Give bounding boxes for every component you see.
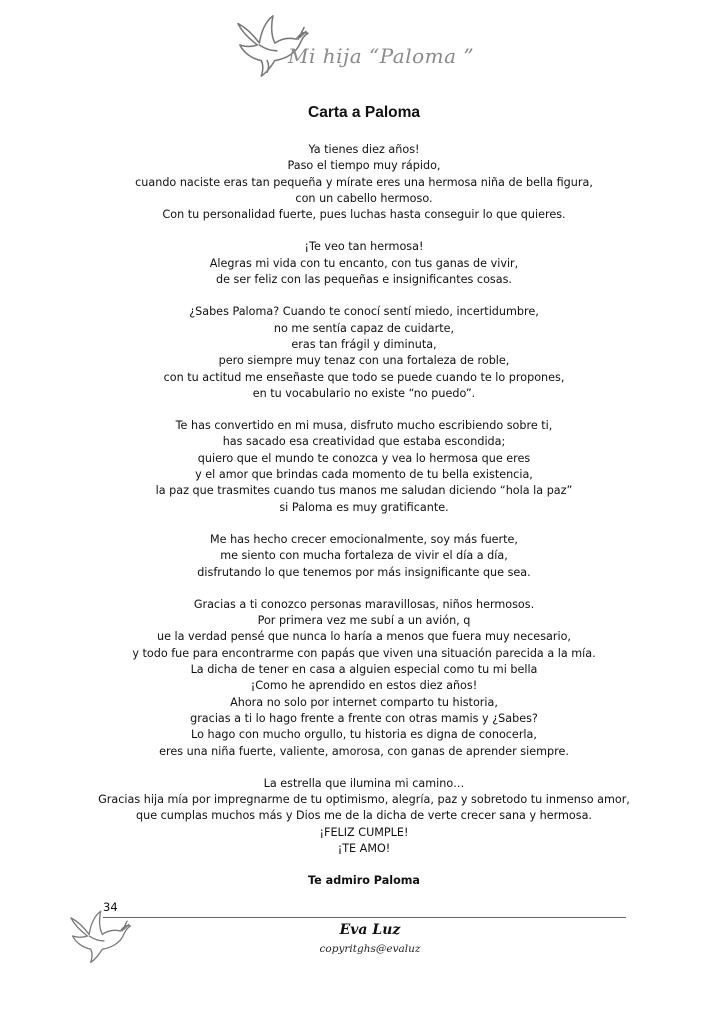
- stanza-7: [60, 776, 668, 857]
- letter-line: Lo hago con mucho orgullo, tu historia es digna de conocerla,: [191, 728, 537, 742]
- letter-line: Ahora no solo por internet comparto tu historia,: [230, 695, 498, 709]
- stanza-5: [60, 532, 668, 581]
- letter-line: la paz que trasmites cuando tus manos me saludan diciendo “hola la paz”: [155, 484, 573, 498]
- letter-line: si Paloma es muy gratificante.: [279, 500, 449, 514]
- page-number: 34: [103, 900, 118, 914]
- stanza-3: [60, 304, 668, 402]
- letter-line: Gracias hija mía por impregnarme de tu optimismo, alegría, paz y sobretodo tu inmenso amor,: [98, 793, 630, 807]
- letter-line: ¡Te veo tan hermosa!: [304, 240, 424, 254]
- letter-line: Ya tienes diez años!: [308, 143, 420, 156]
- letter-line: disfrutando lo que tenemos por más insignificante que sea.: [197, 565, 531, 579]
- letter-line: ue la verdad pensé que nunca lo haría a menos que fuera muy necesario,: [157, 630, 571, 644]
- letter-line: con un cabello hermoso.: [295, 191, 433, 205]
- letter-line: me siento con mucha fortaleza de vivir el día a día,: [220, 549, 508, 563]
- copyright-text: copyritghs@evaluz: [319, 943, 421, 955]
- stanza-4: [60, 418, 668, 516]
- letter-line: Por primera vez me subí a un avión, q: [257, 614, 471, 628]
- letter-line: ¿Sabes Paloma? Cuando te conocí sentí miedo, incertidumbre,: [189, 305, 539, 319]
- letter-line: y todo fue para encontrarme con papás que viven una situación parecida a la mía.: [132, 646, 596, 660]
- letter-title-text: Carta a Paloma: [308, 104, 420, 121]
- letter-line: Me has hecho crecer emocionalmente, soy más fuerte,: [210, 532, 518, 546]
- footer-divider: [103, 917, 626, 918]
- letter-title: [0, 104, 728, 122]
- letter-line: La estrella que ilumina mi camino…: [263, 776, 465, 790]
- letter-line: eres una niña fuerte, valiente, amorosa, con ganas de aprender siempre.: [159, 744, 569, 758]
- letter-line: La dicha de tener en casa a alguien especial como tu mi bella: [190, 663, 538, 677]
- letter-line: Alegras mi vida con tu encanto, con tus ganas de vivir,: [209, 256, 519, 270]
- stanza-1: [60, 142, 668, 223]
- letter-line: pero siempre muy tenaz con una fortaleza de roble,: [218, 354, 510, 368]
- letter-line: ¡TE AMO!: [337, 841, 391, 855]
- letter-line: eras tan frágil y diminuta,: [291, 337, 437, 351]
- letter-line: de ser feliz con las pequeñas e insignificantes cosas.: [216, 273, 512, 287]
- letter-line: Gracias a ti conozco personas maravillosas, niños hermosos.: [193, 597, 535, 611]
- letter-line: Te has convertido en mi musa, disfruto mucho escribiendo sobre ti,: [175, 419, 553, 433]
- header-title: Mi hija “Paloma ”: [288, 44, 475, 68]
- letter-line: que cumplas muchos más y Dios me de la dicha de verte crecer sana y hermosa.: [136, 809, 592, 823]
- stanza-2: [60, 239, 668, 288]
- page-header: [0, 0, 728, 90]
- letter-line: y el amor que brindas cada momento de tu bella existencia,: [195, 468, 533, 482]
- letter-line: con tu actitud me enseñaste que todo se puede cuando te lo propones,: [163, 370, 565, 384]
- author-signature: Eva Luz: [339, 922, 401, 938]
- stanza-6: [60, 597, 668, 760]
- closing-line: Te admiro Paloma: [308, 874, 420, 888]
- letter-body: [60, 142, 668, 906]
- letter-line: Con tu personalidad fuerte, pues luchas hasta conseguir lo que quieres.: [162, 208, 566, 222]
- letter-line: en tu vocabulario no existe “no puedo”.: [252, 386, 476, 400]
- closing-stanza: [60, 873, 668, 889]
- letter-line: ¡Como he aprendido en estos diez años!: [250, 679, 478, 693]
- letter-line: cuando naciste eras tan pequeña y mírate eres una hermosa niña de bella figura,: [135, 175, 593, 189]
- letter-line: Paso el tiempo muy rápido,: [287, 159, 441, 173]
- letter-line: no me sentía capaz de cuidarte,: [273, 321, 455, 335]
- letter-line: ¡FELIZ CUMPLE!: [319, 825, 409, 839]
- letter-line: has sacado esa creatividad que estaba escondida;: [222, 435, 506, 449]
- letter-line: quiero que el mundo te conozca y vea lo hermosa que eres: [197, 451, 531, 465]
- letter-line: gracias a ti lo hago frente a frente con otras mamis y ¿Sabes?: [190, 711, 538, 725]
